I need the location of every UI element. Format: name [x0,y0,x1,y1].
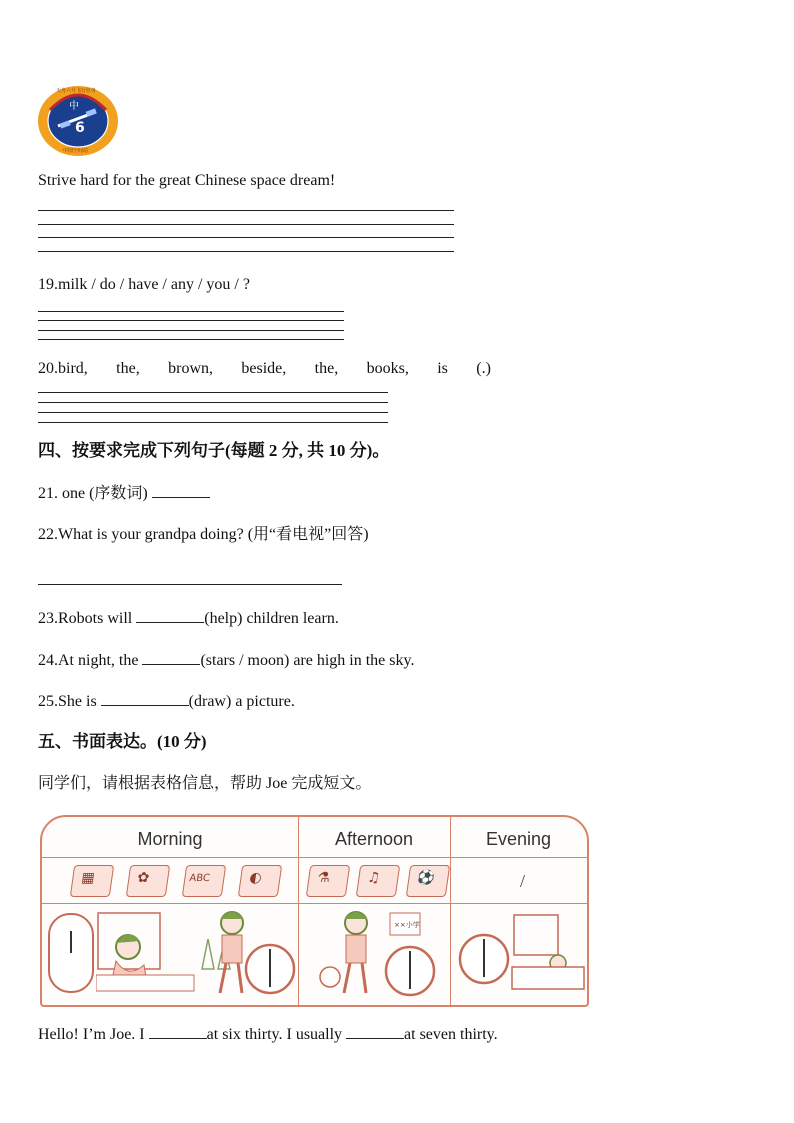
mission-logo [36,84,120,158]
q20-word [38,359,88,379]
book-puzzle-icon: ✿ [126,865,170,897]
q20-word: the, [116,360,140,377]
question-20 [38,359,491,379]
answer-line [38,210,454,211]
q21-text: 21. one (序数词) [38,485,148,502]
q20-number: 20. [38,360,58,377]
passage-part-2: at six thirty. I usually [206,1026,343,1043]
passage-blank-1[interactable] [149,1024,207,1039]
q20-word: (.) [476,360,491,377]
answer-line [38,237,454,238]
book-science-icon: ⚗ [306,865,350,897]
q24-after: (stars / moon) are high in the sky. [200,652,415,669]
clock-icon [48,913,94,993]
q23-blank[interactable] [136,608,204,623]
q20-word: books, [366,360,409,377]
q20-word: the, [314,360,339,377]
book-music-icon: ◐ [238,865,282,897]
q24-text: 24.At night, the [38,652,139,669]
question-25 [38,691,295,712]
answer-line [38,251,454,252]
q20-word: is [437,360,448,377]
question-21 [38,483,210,504]
answer-line [38,339,344,340]
book-map-icon: ▦ [70,865,114,897]
schedule-table [40,815,589,1007]
q24-blank[interactable] [142,650,200,665]
answer-line [38,320,344,321]
boy-sleeping-icon [454,909,586,999]
logo-number: 6 [75,120,85,136]
slogan-text: Strive hard for the great Chinese space dream! [38,172,336,189]
question-23 [38,608,339,629]
answer-line [38,422,388,423]
table-divider [42,903,587,904]
logo-ring-text: 天舟六号飞行任务 [56,88,97,94]
boy-going-home-icon [304,909,446,999]
boy-waking-up-icon [96,909,196,995]
q25-blank[interactable] [101,691,189,706]
answer-line [38,224,454,225]
q25-after: (draw) a picture. [188,693,295,710]
answer-line [38,412,388,413]
question-19: 19.milk / do / have / any / you / ? [38,276,250,293]
table-divider [42,857,587,858]
answer-line [38,330,344,331]
section-4-heading: 四、按要求完成下列句子(每题 2 分, 共 10 分)。 [38,441,390,460]
q20-word: brown, [168,360,213,377]
column-morning: Morning [137,829,203,849]
column-evening: Evening [485,829,552,849]
answer-line [38,311,344,312]
writing-passage [38,1024,498,1045]
question-22: 22.What is your grandpa doing? (用“看电视”回答) [38,526,369,543]
school-sign: ××小学 [394,921,420,929]
q20-word: beside, [241,360,287,377]
q22-answer-line[interactable] [38,584,342,585]
q23-after: (help) children learn. [204,610,339,627]
book-abc-icon: ABC [182,865,226,897]
answer-line [38,392,388,393]
logo-center-char: 中 [69,101,79,112]
q23-text: 23.Robots will [38,610,133,627]
passage-blank-2[interactable] [346,1024,404,1039]
section-5-heading: 五、书面表达。(10 分) [38,732,207,751]
evening-books-none: / [520,871,526,891]
book-music-note-icon: ♫ [356,865,400,897]
question-24 [38,650,414,671]
logo-bottom-text: 中国空间站 [63,148,89,154]
boy-walking-to-school-icon [192,909,296,999]
answer-line [38,402,388,403]
passage-part-3: at seven thirty. [404,1026,498,1043]
book-sports-icon: ⚽ [406,865,450,897]
section-5-instruction: 同学们，请根据表格信息，帮助 Joe 完成短文。 [38,775,372,792]
q20-word-text: bird, [58,360,88,377]
passage-part-1: Hello! I’m Joe. I [38,1026,145,1043]
q25-text: 25.She is [38,693,97,710]
q21-blank[interactable] [152,483,210,498]
column-afternoon: Afternoon [334,829,414,849]
